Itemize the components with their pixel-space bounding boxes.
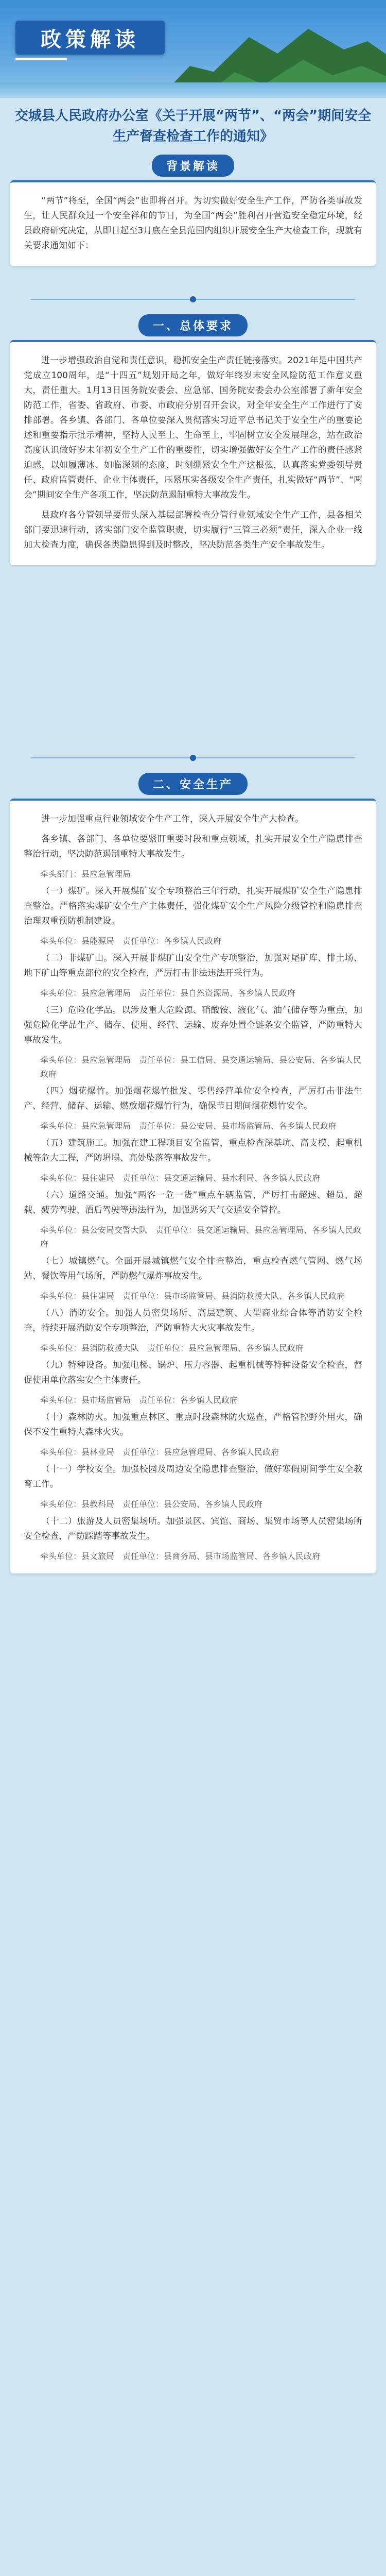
safety-item-text: （四）烟花爆竹。加强烟花爆竹批发、零售经营单位安全检查，严厉打击非法生产、经营、储存、运输、燃放烟花爆竹行为，确保节日期间烟花爆竹安全。 [24, 1086, 362, 1111]
overall-card [10, 340, 376, 565]
divider [31, 299, 355, 300]
safety-item-responsible: 牵头单位：县住建局 责任单位：县交通运输局、县水利局、各乡镇人民政府 [40, 1173, 321, 1183]
safety-card [10, 799, 376, 1573]
safety-item-text: 各乡镇、各部门、各单位要紧盯重要时段和重点领域，扎实开展安全生产隐患排查整治行动，坚决防范遏制重特大事故发生。 [24, 834, 362, 859]
header-title-box [15, 21, 165, 55]
safety-item-text: （一）煤矿。深入开展煤矿安全专项整治三年行动，扎实开展煤矿安全生产隐患排查整治。严格落实煤矿安全生产主体责任，强化煤矿安全生产风险分级管控和隐患排查治理双重预防机制建设。 [24, 886, 362, 926]
safety-item-responsible: 牵头单位：县消防救援大队 责任单位：县应急管理局、各乡镇人民政府 [40, 1343, 304, 1353]
safety-item-responsible: 牵头单位：县应急管理局 责任单位：县公安局、县市场监管局、各乡镇人民政府 [40, 1121, 337, 1131]
section-label-background: 背景解读 [152, 155, 234, 177]
section-label-overall: 一、总体要求 [138, 314, 248, 336]
safety-item-text: （三）危险化学品。以涉及重大危险源、硝酸铵、液化气、油气储存等为重点，加强危险化学品生产、储存、使用、经营、运输、废弃处置全链条安全监管，严防重特大事故发生。 [24, 1005, 362, 1045]
safety-item-responsible: 牵头单位：县教科局 责任单位：县公安局、各乡镇人民政府 [40, 1499, 263, 1509]
paragraph: 县政府各分管领导要带头深入基层部署检查分管行业领域安全生产工作，县各相关部门要迅速行动，落实部门安全监管职责，切实履行“三管三必须”责任，深入企业一线加大检查力度，确保各类隐患得到及时整改，坚决防范各类生产安全事故发生。 [24, 510, 362, 550]
paragraph: “两节”将至，全国“两会”也即将召开。为切实做好安全生产工作，严防各类事故发生，让人民群众过一个安全祥和的节日，为全国“两会”胜利召开营造安全稳定环境，经县政府研究决定，从即日起至3月底在全县范围内组织开展安全生产大检查工作，现就有关要求通知如下： [24, 196, 362, 251]
safety-item-text: （十一）学校安全。加强校园及周边安全隐患排查整治，做好寒假期间学生安全教育工作。 [24, 1464, 362, 1489]
safety-item-responsible: 牵头单位：县住建局 责任单位：县市场监管局、县消防救援大队、各乡镇人民政府 [40, 1291, 345, 1301]
title-accent-line [15, 58, 67, 60]
section-label-safety: 二、安全生产 [138, 773, 248, 795]
safety-item-responsible: 牵头部门：县应急管理局 [40, 869, 131, 879]
water-decoration [0, 82, 386, 98]
divider [31, 757, 355, 758]
safety-item-text: （十）森林防火。加强重点林区、重点时段森林防火巡查，严格管控野外用火，确保不发生重特大森林火灾。 [24, 1412, 362, 1437]
safety-item-text: （二）非煤矿山。深入开展非煤矿山安全生产专项整治，加强对尾矿库、排土场、地下矿山等重点部位的安全检查，严厉打击非法违法开采行为。 [24, 953, 362, 978]
safety-item-text: （十二）旅游及人员密集场所。加强景区、宾馆、商场、集贸市场等人员密集场所安全检查，严防踩踏等事故发生。 [24, 1516, 362, 1541]
document-title: 交城县人民政府办公室《关于开展“两节”、“两会”期间安全生产督查检查工作的通知》 [14, 108, 372, 144]
background-card [10, 180, 376, 266]
divider-dot [190, 296, 196, 302]
safety-item-text: （七）城镇燃气。全面开展城镇燃气安全排查整治，重点检查燃气管网、燃气场站、餐饮等用气场所，严防燃气爆炸事故发生。 [24, 1256, 362, 1281]
header-banner [0, 0, 386, 98]
safety-item-responsible: 牵头单位：县林业局 责任单位：县应急管理局、各乡镇人民政府 [40, 1447, 279, 1457]
safety-item-text: （五）建筑施工。加强在建工程项目安全监管，重点检查深基坑、高支模、起重机械等危大工程，严防坍塌、高处坠落等事故发生。 [24, 1138, 362, 1163]
safety-item-responsible: 牵头单位：县市场监管局 责任单位：各乡镇人民政府 [40, 1395, 238, 1405]
safety-item-responsible: 牵头单位：县文旅局 责任单位：县商务局、县市场监管局、各乡镇人民政府 [40, 1551, 321, 1561]
header-title: 政策解读 [41, 27, 139, 52]
safety-item-text: （九）特种设备。加强电梯、锅炉、压力容器、起重机械等特种设备安全检查，督促使用单位落实安全主体责任。 [24, 1360, 362, 1385]
divider-dot [190, 755, 196, 761]
safety-item-text: （八）消防安全。加强人员密集场所、高层建筑、大型商业综合体等消防安全检查，持续开展消防安全专项整治，严防重特大火灾事故发生。 [24, 1308, 362, 1333]
safety-item-responsible: 牵头单位：县能源局 责任单位：各乡镇人民政府 [40, 936, 222, 946]
safety-item-responsible: 牵头单位：县公安局交警大队 责任单位：县交通运输局、县应急管理局、各乡镇人民政府 [40, 1225, 362, 1249]
safety-item-responsible: 牵头单位：县应急管理局 责任单位：县自然资源局、各乡镇人民政府 [40, 988, 296, 998]
paragraph: 进一步增强政治自觉和责任意识，稳抓安全生产责任链接落实。2021年是中国共产党成立100周年，是“十四五”规划开局之年，做好年终岁末安全风险防范工作意义重大，责任重大。1月13日国务院安委会、应急部、国务院安委会办公室部署了新年安全防范工作，省委、省政府、市委、市政府分别召开会议，对全年安全生产工作进行了安排部署。各乡镇、各部门、各单位要深入贯彻落实习近平总书记关于安全生产的重要论述和重要指示批示精神，坚持人民至上、生命至上，牢固树立安全发展理念，站在政治高度认识做好岁末年初安全生产工作的重要性，切实增强做好安全生产工作的责任感紧迫感，以如履薄冰、如临深渊的态度，时刻绷紧安全生产这根弦，认真落实党委领导责任、政府监管责任、企业主体责任，压紧压实各级安全生产责任，扎实做好“两节”、“两会”期间安全生产各项工作，坚决防范遏制重特大事故发生。 [24, 355, 362, 500]
safety-item-responsible: 牵头单位：县应急管理局 责任单位：县工信局、县交通运输局、县公安局、各乡镇人民政府 [40, 1055, 362, 1079]
paragraph-intro: 进一步加强重点行业领域安全生产工作，深入开展安全生产大检查。 [41, 814, 304, 824]
safety-item-text: （六）道路交通。加强“两客一危一货”重点车辆监管，严厉打击超速、超员、超载、疲劳驾驶、酒后驾驶等违法行为，加强恶劣天气交通安全管控。 [24, 1190, 362, 1215]
